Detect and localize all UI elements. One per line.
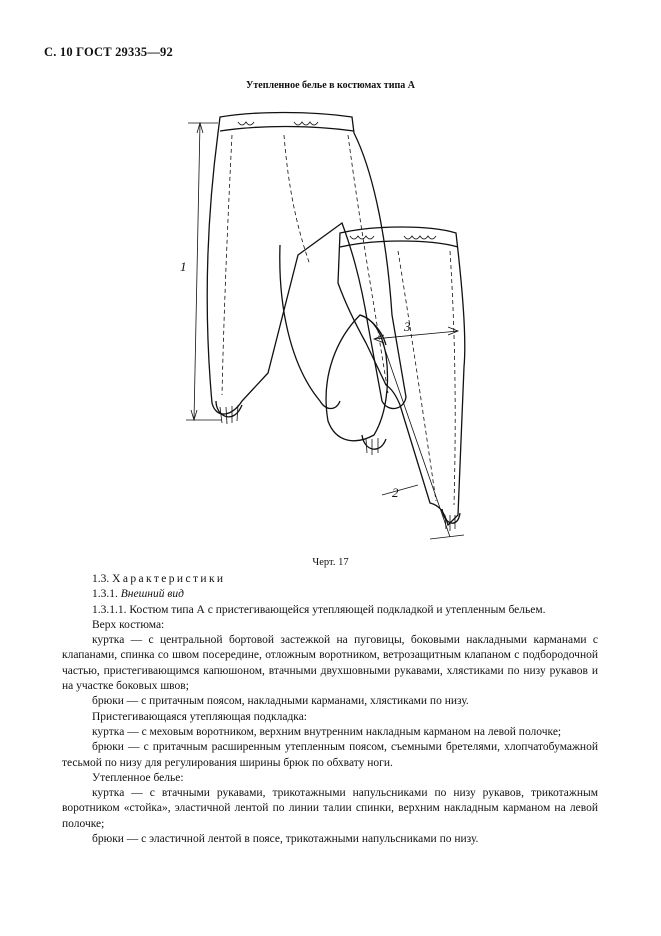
dimension-line-3: [374, 327, 458, 343]
dimension-line-1: [186, 123, 222, 420]
figure-title: Утепленное белье в костюмах типа А: [246, 80, 415, 91]
trousers-drawing: [160, 105, 490, 550]
paragraph: брюки — с притачным поясом, накладными карманами, хлястиками по низу.: [92, 695, 469, 708]
paragraph: брюки — с эластичной лентой в поясе, трикотажными напульсниками по низу.: [92, 833, 479, 846]
page-header: С. 10 ГОСТ 29335—92: [44, 45, 173, 59]
body-text: [62, 572, 598, 847]
paragraph: Утепленное белье:: [92, 771, 184, 784]
dimension-line-2: [382, 341, 464, 539]
paragraph: брюки — с притачным расширенным утепленным поясом, съемными бретелями, хлопчатобумажной тесьмой по низу для регулирования ширины брюк по обхвату ноги.: [62, 741, 598, 769]
figure-caption: Черт. 17: [312, 557, 349, 568]
paragraph: Верх костюма:: [92, 618, 165, 631]
paragraph: куртка — с меховым воротником, верхним внутренним накладным карманом на левой полочке;: [92, 725, 562, 738]
paragraph: Пристегивающаяся утепляющая подкладка:: [92, 710, 308, 723]
callout-1: 1: [180, 259, 187, 274]
callout-3: 3: [404, 319, 411, 334]
paragraph: 1.3.1.1. Костюм типа А с пристегивающейся утепляющей подкладкой и утепленным бельем.: [92, 603, 546, 616]
paragraph: куртка — с втачными рукавами, трикотажными напульсниками по низу рукавов, трикотажным воротником «стойка», эластичной лентой по линии талии спинки, верхним накладным карманом на левой полочке;: [62, 787, 598, 830]
callout-2: 2: [392, 485, 399, 500]
trousers-illustration: [160, 105, 490, 550]
back-trousers: [207, 113, 406, 425]
subsection-heading: 1.3.1. Внешний вид: [92, 588, 184, 601]
paragraph: куртка — с центральной бортовой застежкой на пуговицы, боковыми накладными карманами с клапанами, спинка со швом посередине, отложным воротником, ветрозащитным клапаном с подбородочной частью, пристегивающимся капюшоном, втачными двухшовными рукавами, хлястиками по низу рукавов и на участке боковых швов;: [62, 634, 598, 693]
section-heading: 1.3. Характеристики: [92, 573, 226, 585]
